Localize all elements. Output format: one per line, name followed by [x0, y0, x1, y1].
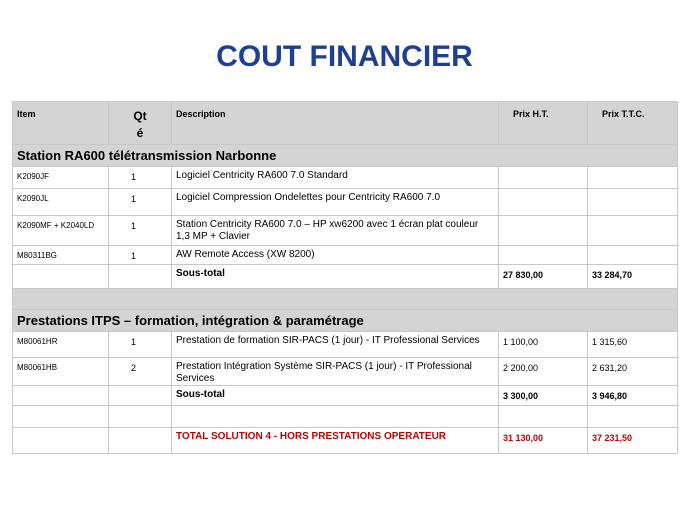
price-ht-cell	[499, 189, 588, 216]
spacer-row	[13, 289, 678, 310]
item-code: M80061HB	[13, 358, 109, 386]
price-ttc-cell: 2 631,20	[588, 358, 678, 386]
table-row	[13, 358, 678, 386]
price-ht-cell	[499, 167, 588, 189]
total-label: TOTAL SOLUTION 4 - HORS PRESTATIONS OPERATEUR	[172, 428, 499, 454]
item-code: M80311BG	[13, 246, 109, 265]
item-code: K2090JL	[13, 189, 109, 216]
total-ht: 31 130,00	[499, 428, 588, 454]
subtotal-ttc: 33 284,70	[588, 265, 678, 289]
spacer-cell	[13, 289, 678, 310]
item-code: K2090MF + K2040LD	[13, 216, 109, 246]
qty-cell: 1	[109, 189, 172, 216]
empty-cell	[172, 406, 499, 428]
empty-row	[13, 406, 678, 428]
header-qty-line1: Qt	[133, 109, 147, 123]
empty-cell	[109, 386, 172, 406]
empty-cell	[13, 265, 109, 289]
item-code: M80061HR	[13, 332, 109, 358]
description-cell: Prestation de formation SIR-PACS (1 jour) - IT Professional Services	[172, 332, 499, 358]
subtotal-row	[13, 386, 678, 406]
table-row	[13, 332, 678, 358]
description-cell: Logiciel Compression Ondelettes pour Centricity RA600 7.0	[172, 189, 499, 216]
empty-cell	[13, 428, 109, 454]
subtotal-label: Sous-total	[172, 265, 499, 289]
header-item: Item	[13, 102, 109, 145]
header-price-ttc: Prix T.T.C.	[588, 102, 678, 145]
empty-cell	[13, 406, 109, 428]
header-price-ht: Prix H.T.	[499, 102, 588, 145]
page-title: COUT FINANCIER	[216, 40, 473, 73]
section-title: Station RA600 télétransmission Narbonne	[13, 145, 678, 167]
cost-table	[12, 101, 678, 454]
qty-cell: 1	[109, 167, 172, 189]
empty-cell	[588, 406, 678, 428]
subtotal-label: Sous-total	[172, 386, 499, 406]
table-row	[13, 216, 678, 246]
empty-cell	[109, 265, 172, 289]
qty-cell: 1	[109, 332, 172, 358]
table-row	[13, 189, 678, 216]
description-cell: Logiciel Centricity RA600 7.0 Standard	[172, 167, 499, 189]
section-row	[13, 145, 678, 167]
empty-cell	[109, 428, 172, 454]
header-qty	[109, 102, 172, 145]
subtotal-ht: 3 300,00	[499, 386, 588, 406]
price-ht-cell	[499, 246, 588, 265]
table-row	[13, 167, 678, 189]
subtotal-row	[13, 265, 678, 289]
item-code: K2090JF	[13, 167, 109, 189]
price-ttc-cell: 1 315,60	[588, 332, 678, 358]
price-ttc-cell	[588, 189, 678, 216]
description-cell: AW Remote Access (XW 8200)	[172, 246, 499, 265]
section-row	[13, 310, 678, 332]
total-ttc: 37 231,50	[588, 428, 678, 454]
qty-cell: 1	[109, 216, 172, 246]
price-ht-cell: 2 200,00	[499, 358, 588, 386]
price-ttc-cell	[588, 167, 678, 189]
table-row	[13, 246, 678, 265]
subtotal-ht: 27 830,00	[499, 265, 588, 289]
qty-cell: 1	[109, 246, 172, 265]
price-ht-cell: 1 100,00	[499, 332, 588, 358]
header-qty-line2: é	[136, 126, 144, 140]
section-title: Prestations ITPS – formation, intégration & paramétrage	[13, 310, 678, 332]
description-cell: Station Centricity RA600 7.0 – HP xw6200 avec 1 écran plat couleur 1,3 MP + Clavier	[172, 216, 499, 246]
price-ht-cell	[499, 216, 588, 246]
empty-cell	[499, 406, 588, 428]
header-description: Description	[172, 102, 499, 145]
price-ttc-cell	[588, 216, 678, 246]
empty-cell	[13, 386, 109, 406]
price-ttc-cell	[588, 246, 678, 265]
total-row	[13, 428, 678, 454]
table-header-row	[13, 102, 678, 145]
description-cell: Prestation Intégration Système SIR-PACS (1 jour) - IT Professional Services	[172, 358, 499, 386]
empty-cell	[109, 406, 172, 428]
subtotal-ttc: 3 946,80	[588, 386, 678, 406]
qty-cell: 2	[109, 358, 172, 386]
